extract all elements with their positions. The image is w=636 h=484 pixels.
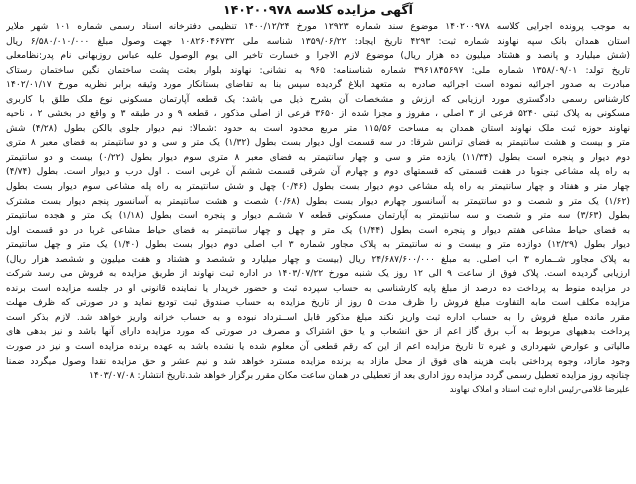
notice-line: دیوار بطول (۱۲/۲۹) دوازده متر و بیست و نه سانتیمتر به پلاک مجاور شماره ۳ اب اصلی دوم دیوار بست بطول (۱/۴۰) یک متر و چهل سانتیمتر (6, 239, 630, 251)
notice-signature: علیرضا غلامی-رئیس اداره ثبت اسناد و املاک نهاوند (449, 384, 630, 395)
notice-line: چنانچه روز مزایده تعطیل رسمی گردد مزایده روز اداری بعد از تعطیلی در همان ساعت مکان مقرر برگزار خواهد شد.تاریخ انتشار: ۱۴۰۳/۰۷/۰۸ (88, 370, 630, 382)
notice-line: (۱/۶۲) یک متر و شصت و دو سانتیمتر به آسانسور چهارم دیوار بست بطول (۰/۶۸) شصت و هشت سانتیمتر به آسانسور پنجم دیوار بست مشترک (6, 195, 630, 207)
notice-line: بطول (۳/۶۳) سه متر و شصت و سه سانتیمتر به آپارتمان مسکونی قطعه ۷ ششـم دیوار و پنجره است بطول (۱/۱۸) یک متر و هجده سانتیمتر (6, 210, 630, 222)
notice-line: نهاوند حوزه ثبت ملک نهاوند استان همدان به مساحت ۱۱۵/۵۶ متر مربع محدود است به حدود :شمالا: نیم دیوار جلوی بالکن بطول (۴/۲۸) شش (6, 122, 630, 134)
notice-line: مسکونی به پلاک ثبتی ۵۲۴۰ فرعی از ۳ اصلی ، مفروز و مجزا شده از ۳۶۵۰ فرعی از اصلی مذکور ، قطعه ۹ و در طبقه ۳ و واقع در بخشی ۲ ، ناحیه (6, 108, 630, 120)
notice-line: مقرر مانده مبلغ فروش را به حساب اداره ثبت واریز نکند مبلغ مذکور قابل اســترداد نبوده و به حساب خزانه واریز خواهد شد. لازم بذکر است (6, 311, 630, 323)
notice-line: وجود مازاد، وجوه پرداختی بابت هزینه های فوق از محل مازاد به برنده مزایده مسترد خواهد شد و نیم عشر و حق مزایده نقدا وصول میگردد ضمنا (6, 355, 630, 367)
notice-line: به راه پله مشاعی جنوبا در هفت قسمتی که قسمتهای دوم و چهارم آن شرقی قسمت ششم آن غربی است . اول درب و دیوار است. بطول (۴/۷۴) (6, 166, 630, 178)
cropped-footer-strip (0, 478, 636, 484)
notice-line: به فضای حیاط مشاعی هفتم دیوار و پنجره است بطول (۱/۴۴) یک متر و چهل و چهار سانتیمتر به فضای حیاط مشاعی غربا در دو قسمت اول (6, 224, 630, 236)
notice-line: مبادرت به صدور اجرائیه نموده است اجرائیه صادره به متعهد ابلاغ گردیده سپس بنا به تقاضای بستانکار مورد وثیقه برابر نظریه مورخ ۱۴۰۲/۰۱/۱۷ (6, 79, 630, 91)
notice-body (6, 20, 630, 384)
notice-line: به موجب پرونده اجرایی کلاسه ۱۴۰۲۰۰۹۷۸ موضوع سند شماره ۱۲۹۲۳ مورخ ۱۴۰۰/۱۲/۲۴ تنظیمی دفترخانه اسناد رسمی شماره ۱۰۱ شهر ملایر (6, 21, 630, 32)
notice-line: تاریخ تولد: ۱۳۵۸/۰۹/۰۱ شماره ملی: ۳۹۶۱۸۴۵۶۹۷ شماره شناسنامه: ۹۶۵ به نشانی: نهاوند بلوار بعثت پشت ساختمان نگین ساختمان رستاک (6, 64, 630, 76)
notice-line: استان همدان بانک سپه نهاوند شماره ثبت: ۴۲۹۳ تاریخ ایجاد: ۱۳۵۹/۰۶/۲۲ شناسه ملی ۱۰۸۲۶۰۴۶۷۳۲ جهت وصول مبلغ ۶/۵۸۰/۰۱۰/۰۰۰ ریال (6, 35, 630, 47)
notice-line: مزایده مکلف است مابه التفاوت مبلغ فروش را ظرف مدت ۵ روز از تاریخ مزایده به حساب صندوق ثبت تودیع نماید و در صورتی که ظرف مهلت (6, 297, 630, 309)
notice-line: (شش میلیارد و پانصد و هشتاد میلیون ده هزار ریال) موضوع لازم الاجرا و خسارت تاخیر الی یوم الوصول علیه عباس روزبهانی نام پدر:نظامعلی (6, 50, 630, 62)
notice-line: مالیاتی و عوارض شهرداری و غیره تا تاریخ مزایده اعم از این که رقم قطعی آن معلوم شده یا نشده باشد به عهده برنده مزایده است و نیز در صورت (6, 341, 630, 353)
notice-line: پرداخت بدهیهای مربوط به آب برق گاز اعم از حق انشعاب و یا حق اشتراک و مصرف در صورتی که مورد مزایده دارای آنها باشد و نیز بدهی های (6, 326, 630, 338)
notice-line: ارزیابی گردیده است. پلاک فوق از ساعت ۹ الی ۱۲ روز یک شنبه مورخ ۱۴۰۳/۰۷/۲۲ در اداره ثبت نهاوند از طریق مزایده به فروش می رسد شرکت (6, 268, 630, 280)
notice-line: کارشناس رسمی دادگستری مورد ارزیابی که ارزش و مشخصات آن بشرح ذیل می باشد: یک قطعه آپارتمان مسکونی نوع ملک طلق با کاربری (6, 93, 630, 105)
notice-line: به پلاک مجاور شــماره ۳ اب اصلی. به مبلغ ۲۴/۶۸۷/۶۰۰/۰۰۰ ریال (بیست و چهار میلیارد و ششصد و هشتاد و هفت میلیون و ششصد هزار ریال) (6, 253, 630, 265)
notice-line: در مزایده منوط به پرداخت ده درصد از مبلغ پایه کارشناسی به حساب سپرده ثبت و حضور خریدار یا نماینده قانونی او در جلسه مزایده است برنده (6, 282, 630, 294)
notice-title: آگهی مزایده کلاسه ۱۴۰۲۰۰۹۷۸ (223, 2, 413, 17)
notice-line: چهار متر و هفتاد و چهار سانتیمتر به راه پله مشاعی دوم دیوار بست بطول (۰/۴۶) چهل و شش سانتیمتر به راه پله مشاعی سوم دیوار بست بطول (6, 181, 630, 193)
notice-line: دوم دیوار و پنجره است بطول (۱۱/۳۴) یازده متر و سی و چهار سانتیمتر به فضای معبر ۸ متری سوم دیوار بطول (۰/۲۲) بیست و دو سانتیمتر (6, 151, 630, 163)
notice-line: متر و بیست و هشت سانتیمتر به فضای ترانس شرقا: در سه قسمت اول دیوار بست بطول (۱/۳۲) یک متر و سی و دو سانتیمتر به فضای معبر ۸ متری (6, 137, 630, 149)
